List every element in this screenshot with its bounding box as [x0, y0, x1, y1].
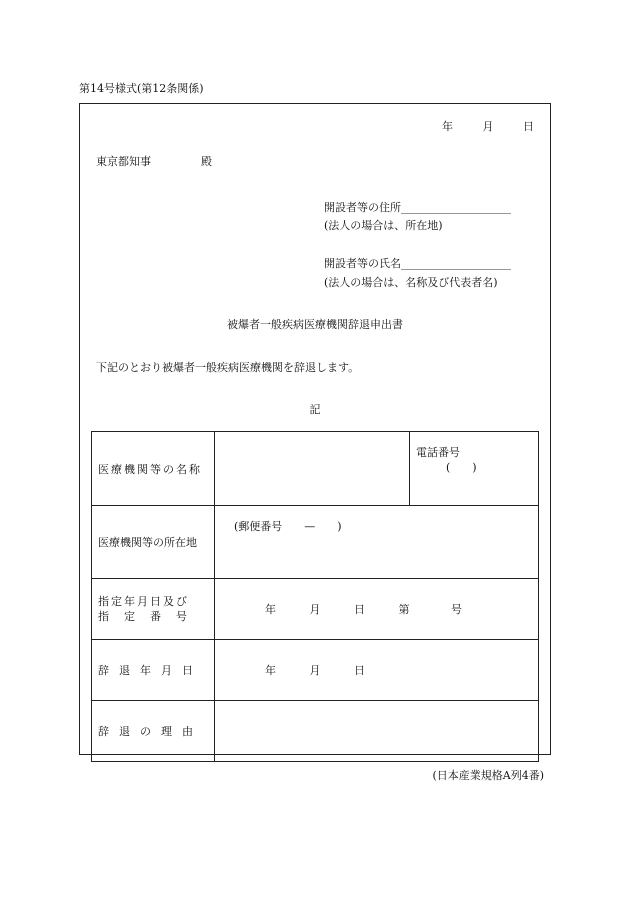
facility-address-label: 医療機関等の所在地 — [92, 506, 215, 579]
applicant-name-label: 開設者等の氏名 — [324, 257, 401, 270]
date-day-label: 日 — [523, 120, 534, 133]
designation-year: 年 — [265, 603, 276, 616]
withdrawal-date-label: 辞退年月日 — [92, 640, 215, 701]
footer-paper-size-note: (日本産業規格A列4番) — [432, 769, 544, 782]
designation-day: 日 — [354, 603, 365, 616]
table-row — [92, 701, 539, 762]
postal-code-label: (郵便番号 — ) — [234, 520, 342, 533]
date-year-label: 年 — [442, 120, 453, 133]
addressee-name: 東京都知事 — [96, 155, 151, 168]
table-row — [92, 579, 539, 640]
applicant-address — [324, 199, 511, 215]
details-table — [91, 431, 539, 762]
date-month-label: 月 — [482, 120, 494, 133]
designation-label-line2: 指 定 番 号 — [98, 610, 189, 623]
designation-month: 月 — [309, 603, 321, 616]
withdrawal-date-field[interactable] — [215, 640, 539, 701]
withdrawal-day: 日 — [354, 664, 365, 677]
ki-heading: 記 — [309, 403, 321, 416]
phone-cell[interactable] — [410, 432, 539, 506]
withdrawal-year: 年 — [265, 664, 276, 677]
applicant-name-note: (法人の場合は、名称及び代表者名) — [324, 276, 498, 289]
applicant-address-line: ____________________ — [401, 201, 511, 214]
applicant-address-note: (法人の場合は、所在地) — [324, 219, 443, 232]
addressee — [96, 153, 212, 169]
phone-label: 電話番号 — [416, 446, 460, 459]
withdrawal-month: 月 — [309, 664, 321, 677]
withdrawal-reason-label: 辞退の理由 — [92, 701, 215, 762]
form-frame — [79, 103, 551, 755]
table-row — [92, 506, 539, 579]
designation-dai: 第 — [398, 603, 410, 616]
table-row — [92, 432, 539, 506]
applicant-name — [324, 255, 511, 271]
addressee-honorific: 殿 — [201, 155, 212, 168]
facility-address-field[interactable] — [215, 506, 539, 579]
designation-label — [92, 579, 215, 640]
statement-text: 下記のとおり被爆者一般疾病医療機関を辞退します。 — [96, 361, 360, 374]
form-number-label: 第14号様式(第12条関係) — [79, 82, 204, 95]
designation-go: 号 — [451, 603, 462, 616]
facility-name-label: 医療機関等の名称 — [92, 432, 215, 506]
withdrawal-reason-field[interactable] — [215, 701, 539, 762]
applicant-address-label: 開設者等の住所 — [324, 201, 401, 214]
document-title: 被爆者一般疾病医療機関辞退申出書 — [227, 318, 403, 331]
facility-name-field[interactable] — [215, 432, 410, 506]
table-row — [92, 640, 539, 701]
applicant-name-line: ____________________ — [401, 257, 511, 270]
designation-field[interactable] — [215, 579, 539, 640]
phone-paren: ( ) — [446, 461, 477, 474]
designation-label-line1: 指定年月日及び — [98, 595, 189, 608]
date-header — [416, 118, 534, 134]
